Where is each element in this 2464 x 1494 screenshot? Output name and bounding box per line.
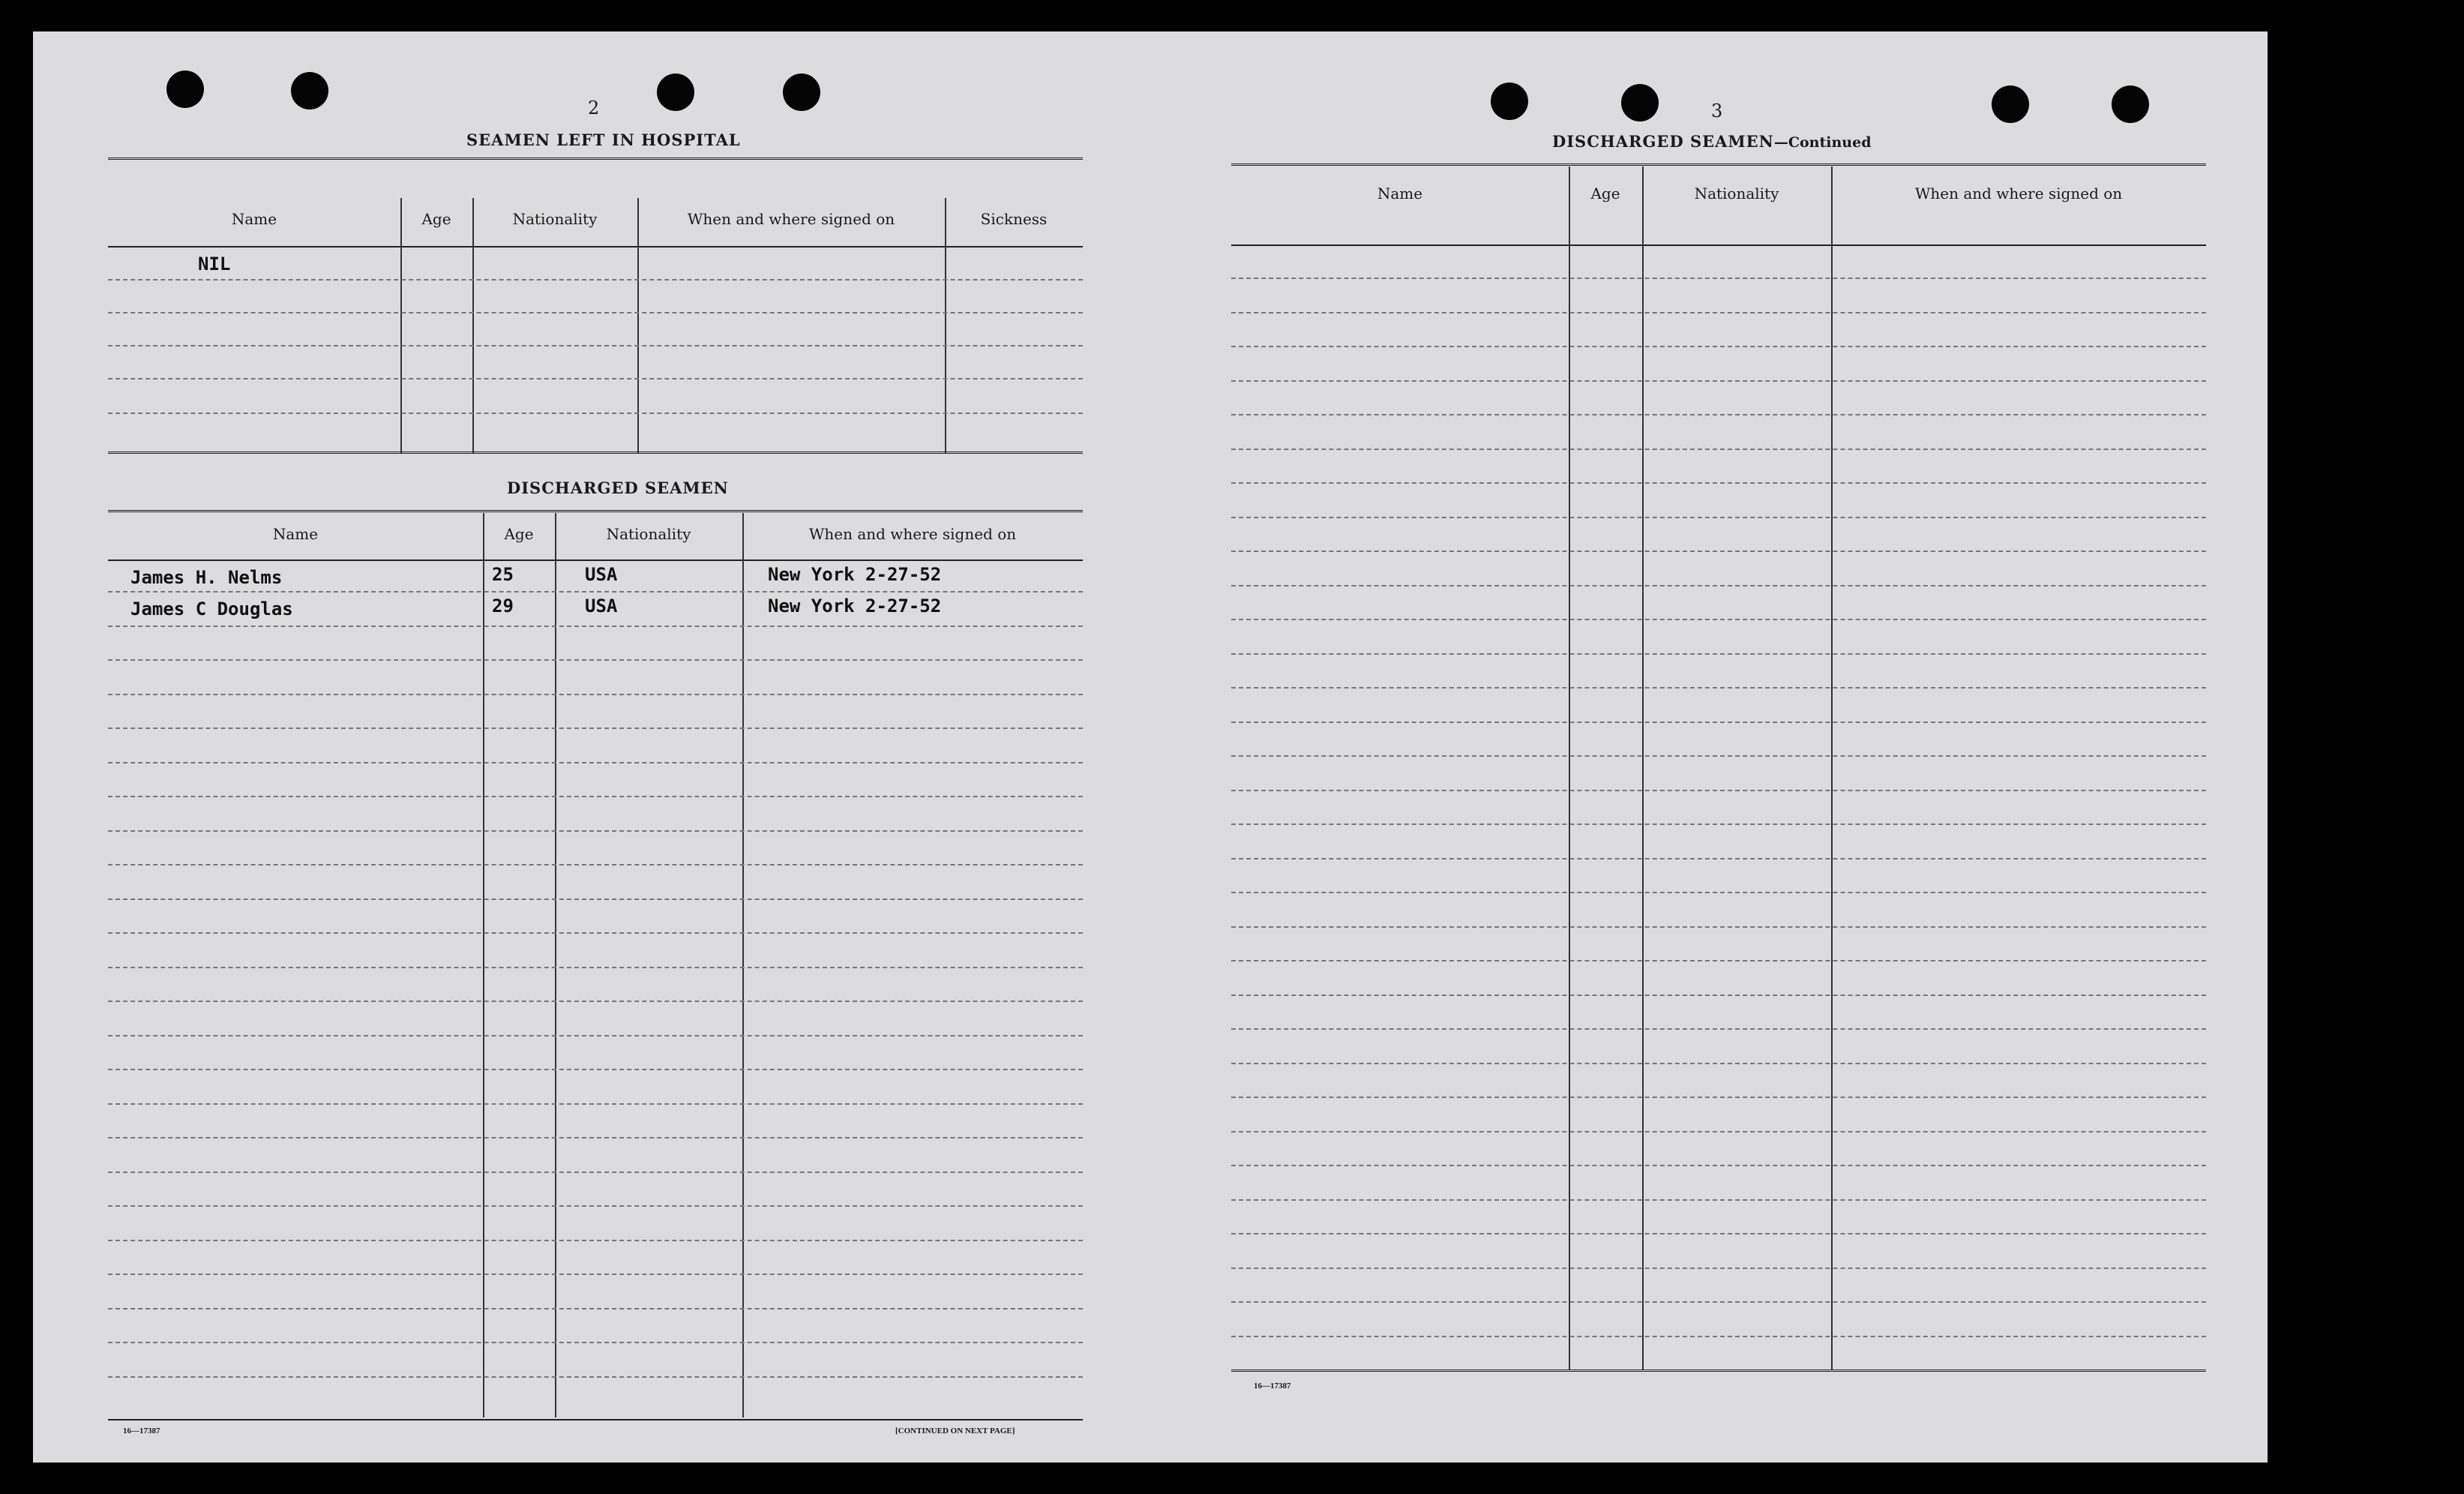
- column-divider: [945, 198, 946, 453]
- ruled-line: [1231, 926, 2206, 928]
- ruled-line: [108, 591, 1083, 592]
- ruled-line: [1231, 517, 2206, 518]
- ruled-line: [1231, 380, 2206, 382]
- ruled-line: [1231, 1336, 2206, 1337]
- form-number: 16—17387: [123, 1426, 160, 1436]
- punch-hole: [1992, 86, 2029, 123]
- hospital-section-title: SEAMEN LEFT IN HOSPITAL: [466, 130, 741, 149]
- punch-hole: [657, 74, 694, 111]
- ruled-line: [108, 796, 1083, 797]
- table-top-rule: [108, 510, 1083, 515]
- ruled-line: [108, 864, 1083, 866]
- column-header-age: Age: [504, 525, 534, 543]
- column-header-sickness: Sickness: [980, 210, 1048, 228]
- seaman-signed-on: New York 2-27-52: [768, 596, 942, 616]
- ruled-line: [108, 1342, 1083, 1343]
- ruled-line: [1231, 994, 2206, 996]
- column-header-nationality: Nationality: [606, 525, 691, 543]
- table-top-rule: [1231, 164, 2206, 169]
- ruled-line: [1231, 414, 2206, 416]
- column-header-age: Age: [1590, 184, 1620, 202]
- header-rule: [108, 246, 1083, 248]
- seaman-signed-on: New York 2-27-52: [768, 564, 942, 585]
- column-header-signed-on: When and where signed on: [687, 210, 895, 228]
- column-header-name: Name: [1377, 184, 1423, 202]
- ruled-line: [1231, 824, 2206, 825]
- right-page: [1158, 32, 2268, 1462]
- form-number: 16—17387: [1254, 1382, 1291, 1390]
- ruled-line: [108, 626, 1083, 627]
- ruled-line: [1231, 619, 2206, 620]
- column-header-signed-on: When and where signed on: [1914, 184, 2123, 202]
- column-header-name: Name: [231, 210, 277, 228]
- punch-hole: [1491, 82, 1528, 120]
- ruled-line: [108, 932, 1083, 934]
- punch-hole: [1621, 84, 1659, 122]
- discharged-continued-title: [1552, 132, 1872, 151]
- ruled-line: [1231, 960, 2206, 962]
- ruled-line: [1231, 550, 2206, 552]
- seaman-name: James H. Nelms: [130, 567, 283, 588]
- punch-hole: [291, 72, 328, 110]
- column-divider: [400, 198, 402, 453]
- ruled-line: [1231, 1233, 2206, 1234]
- ruled-line: [108, 1069, 1083, 1070]
- left-page: [33, 32, 1158, 1462]
- page-number: 2: [588, 98, 600, 118]
- continued-note: [CONTINUED ON NEXT PAGE]: [895, 1426, 1015, 1436]
- ruled-line: [108, 898, 1083, 900]
- ruled-line: [1231, 892, 2206, 893]
- ruled-line: [108, 762, 1083, 764]
- page-number: 3: [1711, 100, 1723, 122]
- discharged-table: [108, 510, 1083, 1422]
- ruled-line: [108, 1308, 1083, 1310]
- title-main: DISCHARGED SEAMEN: [1552, 132, 1774, 151]
- ruled-line: [1231, 482, 2206, 484]
- ruled-line: [1231, 312, 2206, 314]
- ruled-line: [1231, 585, 2206, 586]
- ruled-line: [1231, 278, 2206, 279]
- table-bottom-rule: [1231, 1370, 2206, 1375]
- ruled-line: [108, 1172, 1083, 1173]
- ruled-line: [1231, 790, 2206, 791]
- ruled-line: [1231, 755, 2206, 757]
- column-header-nationality: Nationality: [512, 210, 598, 228]
- ruled-line: [1231, 858, 2206, 860]
- title-suffix: —Continued: [1773, 134, 1872, 151]
- column-header-nationality: Nationality: [1694, 184, 1779, 202]
- ruled-line: [108, 728, 1083, 729]
- column-divider: [637, 198, 639, 453]
- ruled-line: [108, 1274, 1083, 1275]
- ruled-line: [108, 1000, 1083, 1002]
- column-divider: [472, 198, 474, 453]
- ruled-line: [1231, 687, 2206, 688]
- hospital-row-name: NIL: [198, 254, 231, 274]
- ruled-line: [1231, 346, 2206, 347]
- column-header-name: Name: [272, 525, 319, 543]
- ruled-line: [1231, 1165, 2206, 1166]
- ruled-line: [1231, 1063, 2206, 1064]
- seaman-nationality: USA: [585, 564, 618, 585]
- column-header-age: Age: [421, 210, 451, 228]
- column-divider: [742, 513, 744, 1418]
- punch-hole: [2112, 86, 2149, 123]
- seaman-age: 29: [492, 596, 514, 616]
- seaman-age: 25: [492, 564, 514, 585]
- header-rule: [1231, 244, 2206, 246]
- hospital-table: [108, 158, 1083, 458]
- column-header-signed-on: When and where signed on: [808, 525, 1017, 543]
- seaman-nationality: USA: [585, 596, 618, 616]
- column-divider: [555, 513, 556, 1418]
- ruled-line: [108, 659, 1083, 661]
- ruled-line: [108, 1240, 1083, 1241]
- ruled-line: [108, 1035, 1083, 1036]
- ruled-line: [1231, 1028, 2206, 1030]
- ruled-line: [1231, 1268, 2206, 1269]
- ruled-line: [1231, 1096, 2206, 1098]
- ruled-line: [1231, 1199, 2206, 1201]
- table-top-rule: [108, 158, 1083, 163]
- ruled-line: [108, 1137, 1083, 1138]
- ruled-line: [108, 1376, 1083, 1378]
- discharged-continued-table: [1231, 164, 2206, 1408]
- ruled-line: [1231, 448, 2206, 450]
- ruled-line: [1231, 1131, 2206, 1132]
- ruled-line: [1231, 653, 2206, 655]
- ruled-line: [1231, 722, 2206, 723]
- header-rule: [108, 560, 1083, 561]
- punch-hole: [166, 70, 204, 108]
- table-bottom-rule: [108, 1419, 1083, 1420]
- ruled-line: [108, 694, 1083, 695]
- ruled-line: [108, 1103, 1083, 1105]
- table-bottom-rule: [108, 452, 1083, 457]
- ruled-line: [108, 1205, 1083, 1207]
- ruled-line: [108, 967, 1083, 968]
- column-divider: [483, 513, 484, 1418]
- ruled-line: [108, 830, 1083, 832]
- seaman-name: James C Douglas: [130, 598, 293, 620]
- ruled-line: [1231, 1301, 2206, 1303]
- discharged-section-title: DISCHARGED SEAMEN: [507, 478, 729, 497]
- punch-hole: [783, 74, 820, 111]
